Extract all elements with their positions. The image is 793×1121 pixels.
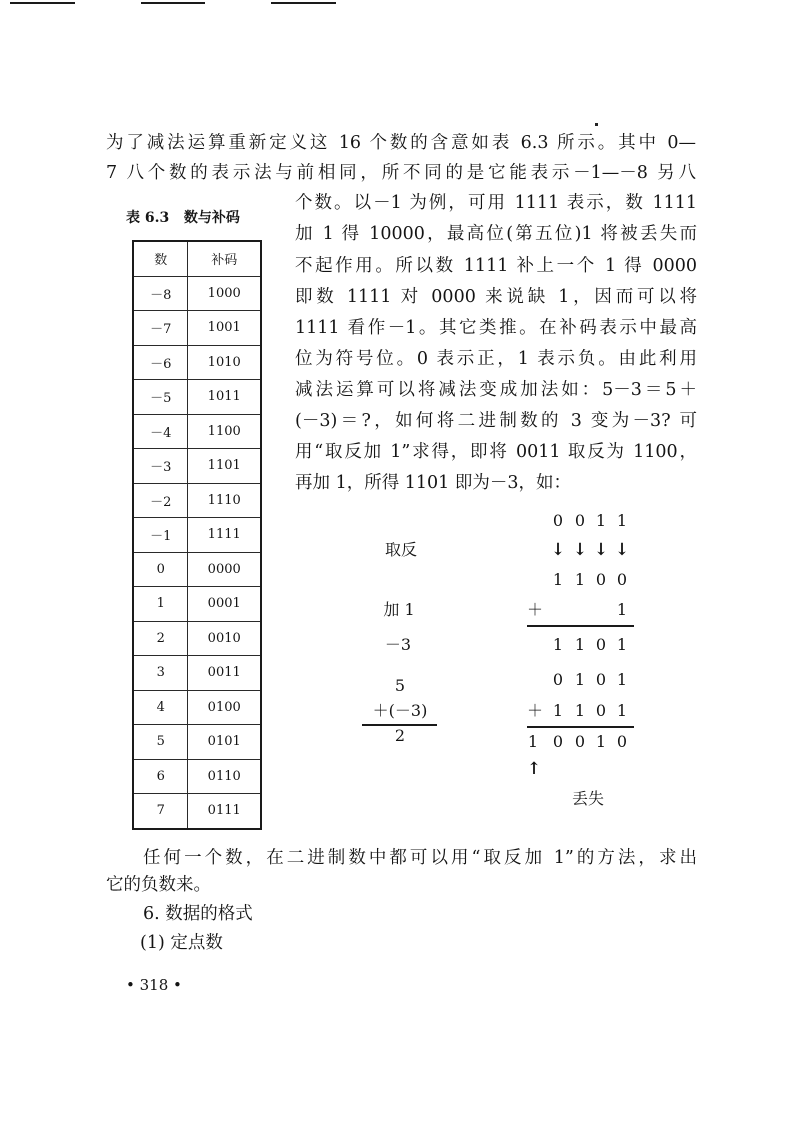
- header-rule-3: [271, 2, 336, 4]
- complement-cell: 1111: [188, 518, 261, 553]
- number-cell: 4: [133, 690, 188, 725]
- table-row: [133, 759, 261, 794]
- complement-cell: 0101: [188, 725, 261, 760]
- number-cell: －4: [133, 414, 188, 449]
- overflow-label: 丢失: [571, 789, 604, 808]
- side-line: 用“取反加 1”求得，即将 0011 取反为 1100，: [295, 442, 697, 462]
- side-line: (－3)＝?，如何将二进制数的 3 变为－3? 可: [295, 411, 697, 431]
- complement-cell: 1001: [188, 311, 261, 346]
- original-digit: 0: [552, 511, 564, 530]
- decimal-sum: 2: [394, 726, 406, 745]
- down-arrow-icon: ↓: [593, 540, 609, 560]
- binary-sum-digit: 1: [595, 732, 607, 751]
- complement-cell: 1000: [188, 276, 261, 311]
- complement-cell: 0001: [188, 587, 261, 622]
- result-digit: 1: [616, 635, 628, 654]
- number-cell: －5: [133, 380, 188, 415]
- table-body: [133, 276, 261, 829]
- result-digit: 1: [552, 635, 564, 654]
- binary-sum-digit: 0: [574, 732, 586, 751]
- side-line: 即数 1111 对 0000 来说缺 1，因而可以将: [295, 287, 697, 307]
- subsection-heading: (1) 定点数: [140, 933, 223, 953]
- plus-sign: ＋: [526, 701, 543, 720]
- number-cell: 6: [133, 759, 188, 794]
- side-line: 减法运算可以将减法变成加法如：5－3＝5＋: [295, 380, 697, 400]
- binary-top-digit: 1: [616, 670, 628, 689]
- inverted-digit: 1: [552, 570, 564, 589]
- table-row: [133, 656, 261, 691]
- number-cell: －3: [133, 449, 188, 484]
- complement-cell: 1010: [188, 345, 261, 380]
- number-cell: －1: [133, 518, 188, 553]
- result-digit: 0: [595, 635, 607, 654]
- down-arrow-icon: ↓: [572, 540, 588, 560]
- table-row: [133, 311, 261, 346]
- add-one-label: 加 1: [383, 600, 415, 619]
- number-cell: 0: [133, 552, 188, 587]
- binary-top-digit: 0: [595, 670, 607, 689]
- table-row: [133, 276, 261, 311]
- column-header-complement: 补码: [188, 241, 261, 276]
- table-row: [133, 380, 261, 415]
- side-line: 位为符号位。0 表示正，1 表示负。由此利用: [295, 349, 697, 369]
- binary-sum-digit: 0: [552, 732, 564, 751]
- number-cell: 5: [133, 725, 188, 760]
- table-row: [133, 552, 261, 587]
- down-arrow-icon: ↓: [550, 540, 566, 560]
- complement-cell: 0111: [188, 794, 261, 829]
- table-row: [133, 518, 261, 553]
- table-row: [133, 345, 261, 380]
- table-row: [133, 794, 261, 829]
- complement-cell: 0110: [188, 759, 261, 794]
- complement-cell: 0000: [188, 552, 261, 587]
- side-line: 个数。以－1 为例，可用 1111 表示，数 1111: [295, 193, 697, 213]
- binary-sum-digit: 0: [616, 732, 628, 751]
- invert-label: 取反: [384, 540, 417, 559]
- table-row: [133, 690, 261, 725]
- number-cell: －8: [133, 276, 188, 311]
- original-digit: 1: [595, 511, 607, 530]
- header-rule-1: [10, 2, 75, 4]
- closing-line: 任何一个数，在二进制数中都可以用“取反加 1”的方法，求出: [143, 848, 697, 868]
- side-line: 1111 看作－1。其它类推。在补码表示中最高: [295, 318, 697, 338]
- closing-line: 它的负数来。: [106, 875, 211, 895]
- original-digit: 0: [574, 511, 586, 530]
- result-digit: 1: [574, 635, 586, 654]
- number-cell: 3: [133, 656, 188, 691]
- scan-speck: [595, 123, 598, 126]
- table-caption: 表 6.3 数与补码: [126, 210, 240, 226]
- table-header-row: [133, 241, 261, 276]
- decimal-top: 5: [394, 676, 406, 695]
- complement-table: [132, 240, 262, 830]
- intro-line: 为了减法运算重新定义这 16 个数的含意如表 6.3 所示。其中 0—: [106, 133, 696, 153]
- complement-cell: 0010: [188, 621, 261, 656]
- table-row: [133, 414, 261, 449]
- result-label: －3: [384, 635, 412, 654]
- complement-cell: 1011: [188, 380, 261, 415]
- binary-sum-rule: [527, 726, 634, 728]
- table-row: [133, 621, 261, 656]
- up-arrow-icon: ↑: [526, 759, 542, 779]
- number-cell: －2: [133, 483, 188, 518]
- number-cell: 1: [133, 587, 188, 622]
- complement-cell: 0100: [188, 690, 261, 725]
- complement-cell: 0011: [188, 656, 261, 691]
- header-rule-2: [141, 2, 205, 4]
- section-heading: 6. 数据的格式: [143, 904, 253, 924]
- table-row: [133, 483, 261, 518]
- column-header-number: 数: [133, 241, 188, 276]
- add-digit: 1: [616, 600, 628, 619]
- inverted-digit: 0: [616, 570, 628, 589]
- binary-addend-digit: 1: [574, 701, 586, 720]
- complement-cell: 1110: [188, 483, 261, 518]
- original-digit: 1: [616, 511, 628, 530]
- plus-sign: ＋: [526, 600, 543, 619]
- binary-top-digit: 1: [574, 670, 586, 689]
- binary-addend-digit: 1: [616, 701, 628, 720]
- inverted-digit: 0: [595, 570, 607, 589]
- complement-cell: 1100: [188, 414, 261, 449]
- number-cell: 2: [133, 621, 188, 656]
- binary-top-digit: 0: [552, 670, 564, 689]
- page-number: • 318 •: [126, 976, 182, 994]
- table-row: [133, 587, 261, 622]
- side-line-last: 再加 1，所得 1101 即为－3，如：: [295, 473, 571, 493]
- down-arrow-icon: ↓: [614, 540, 630, 560]
- binary-addend-digit: 1: [552, 701, 564, 720]
- side-line: 不起作用。所以数 1111 补上一个 1 得 0000: [295, 256, 697, 276]
- binary-sum-digit: 1: [527, 732, 539, 751]
- decimal-addend: ＋(－3): [372, 701, 428, 720]
- number-cell: －6: [133, 345, 188, 380]
- number-cell: 7: [133, 794, 188, 829]
- table-row: [133, 725, 261, 760]
- number-cell: －7: [133, 311, 188, 346]
- inverted-digit: 1: [574, 570, 586, 589]
- sum-rule: [527, 625, 634, 627]
- complement-cell: 1101: [188, 449, 261, 484]
- intro-line: 7 八个数的表示法与前相同，所不同的是它能表示－1—－8 另八: [106, 163, 696, 183]
- side-line: 加 1 得 10000，最高位(第五位)1 将被丢失而: [295, 224, 697, 244]
- binary-addend-digit: 0: [595, 701, 607, 720]
- table-row: [133, 449, 261, 484]
